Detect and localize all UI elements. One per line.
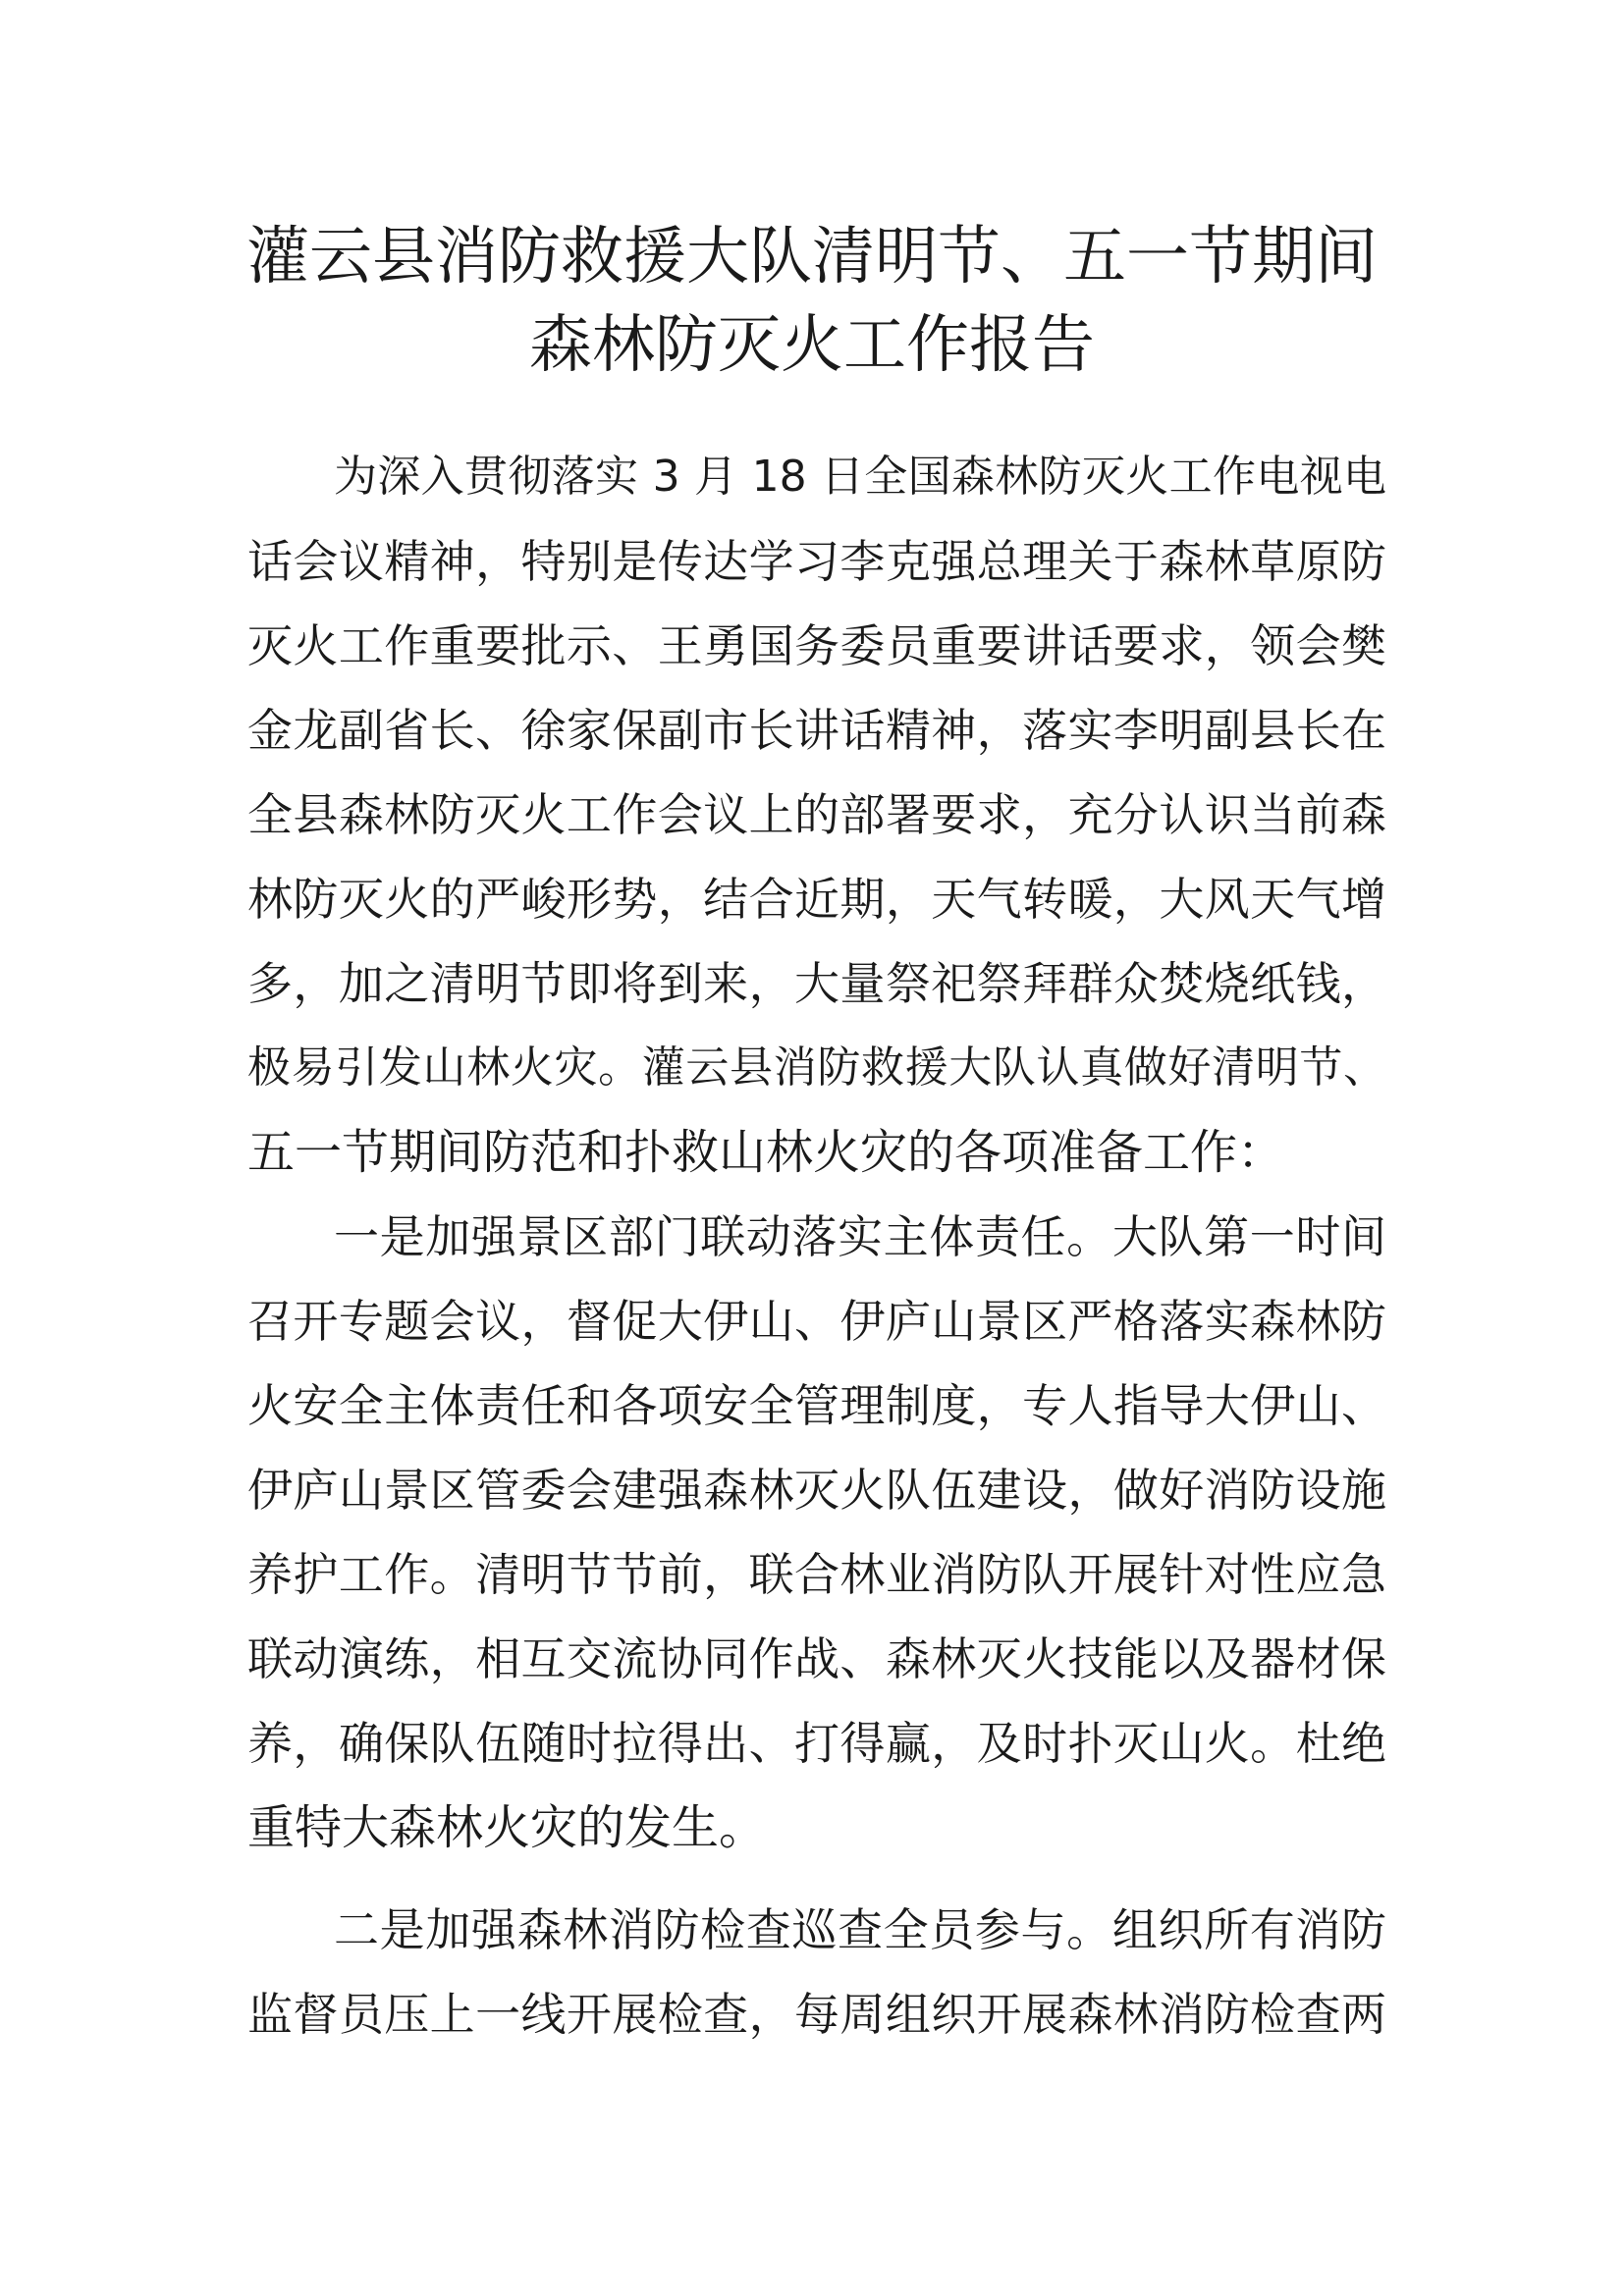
body-line: 金龙副省长、徐家保副市长讲话精神，落实李明副县长在 [247,704,1386,757]
body-line: 为深入贯彻落实 3 月 18 日全国森林防灭火工作电视电 [334,452,1386,502]
document-title-line-2: 森林防灭火工作报告 [529,309,1095,382]
body-line: 五一节期间防范和扑救山林火灾的各项准备工作： [247,1125,1285,1180]
body-line: 养，确保队伍随时拉得出、打得赢，及时扑灭山火。杜绝 [247,1717,1386,1770]
body-line: 灭火工作重要批示、王勇国务委员重要讲话要求，领会樊 [247,619,1386,672]
body-line: 一是加强景区部门联动落实主体责任。大队第一时间 [334,1210,1386,1263]
document-title-line-1: 灌云县消防救援大队清明节、五一节期间 [246,221,1378,294]
body-line: 监督员压上一线开展检查，每周组织开展森林消防检查两 [247,1988,1386,2041]
body-line: 二是加强森林消防检查巡查全员参与。组织所有消防 [334,1903,1386,1956]
body-line: 联动演练，相互交流协同作战、森林灭火技能以及器材保 [247,1632,1386,1685]
body-line: 话会议精神，特别是传达学习李克强总理关于森林草原防 [247,535,1386,588]
body-line: 召开专题会议，督促大伊山、伊庐山景区严格落实森林防 [247,1295,1386,1348]
body-line: 伊庐山景区管委会建强森林灭火队伍建设，做好消防设施 [247,1464,1386,1517]
body-line: 极易引发山林火灾。灌云县消防救援大队认真做好清明节、 [247,1042,1386,1093]
body-line: 养护工作。清明节节前，联合林业消防队开展针对性应急 [247,1548,1386,1601]
body-line: 多，加之清明节即将到来，大量祭祀祭拜群众焚烧纸钱， [247,957,1386,1010]
body-line: 火安全主体责任和各项安全管理制度，专人指导大伊山、 [247,1379,1386,1432]
body-line: 重特大森林火灾的发生。 [247,1800,767,1855]
body-line: 全县森林防灭火工作会议上的部署要求，充分认识当前森 [247,788,1386,841]
body-line: 林防灭火的严峻形势，结合近期，天气转暖，大风天气增 [247,873,1386,926]
